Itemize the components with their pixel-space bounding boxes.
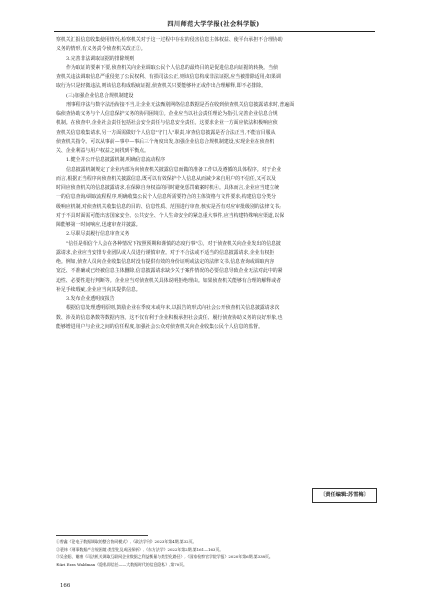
- body-paragraph-line: 查机关违法调取信息严重侵犯了公民权利、有损司法公正,则该信息构成非法证据,应当被排除适用;如果调: [56, 74, 281, 80]
- page-number: 166: [60, 583, 71, 589]
- body-paragraph-line: 而言,根据正当程序向侦查机关披露信息,既可以有效保护个人信息从而减少来自用户的不信任,又可以及: [56, 175, 276, 182]
- body-paragraph-line: 迫性、必要性进行判断等。企业应当对侦查机关具体说明拒绝理由。如果侦查机关能够有合理的解释或者: [56, 277, 281, 284]
- responsible-editor-box: 〔责任编辑:苏雪梅〕: [312, 488, 377, 503]
- body-paragraph-line: 数、涉及的信息条数等数据内容。这不仅有利于企业积极承担社会责任、履行侦查协助义务的良好形象,也: [56, 314, 283, 321]
- running-header: 四川师范大学学报(社会科学版): [167, 21, 260, 28]
- body-paragraph-line: 机制。在侦查中,企业社会责任包括社会安全责任与信息安全责任。这要求企业一方面应依法积极响应侦: [56, 120, 278, 127]
- body-paragraph-line: 级响应机制,对侦查机关收集信息的目的、信息性质、范围进行审查,核实是否有对应审批级别的法律文书;: [56, 203, 281, 210]
- body-paragraph-line: 义务的情形,有义务责令侦查机关改正②。: [56, 46, 146, 53]
- body-paragraph-line: 刑事程序法与数字法治衔接不当,让企业无法甄别网络信息数据是否在收到侦查机关信息披露请求时,普遍面: [66, 101, 295, 108]
- body-paragraph-line: 补足手续瑕疵,企业应当向其提供信息。: [56, 286, 141, 293]
- body-paragraph-line: 宽泛、不准确或已经被信息主体删除,信息披露请求缺少关于案件情况的必要信息导致企业无法对此中的紧: [56, 268, 283, 275]
- body-paragraph-line: 绝。例如,侦查人员向企业收集信息时没有提供有效的身份证明或法定的法律文书,信息查询或调取内容: [56, 259, 275, 265]
- section-heading: 1.健全并公开信息披露机制,明确信息流动程序: [66, 157, 166, 164]
- body-paragraph-line: 对于不具时面需可能出害国家安全、公共安全、个人生命安全的紧急重大事件,应当构建特殊响应渠道,以保: [56, 212, 285, 219]
- body-paragraph-line: 信息披露机制规定了企业内部为向侦查机关披露信息而做的准备工作以及遵循的具体程序。对于企业: [66, 166, 282, 173]
- body-paragraph-line: 能够增进用户与企业之间的信任程度,加强社会公众对侦查机关向企业收集公民个人信息的监督。: [56, 323, 263, 330]
- footnote: ③吴金阳、谢康《司法机关调取互联网企业数据之利益衡量与类型化路径》,《国家检察官学院学报》2020年第6期,第338页。: [56, 554, 273, 560]
- footnote: ②裴炜《刑事数据产合规困境:类型化及成因探析》,《东方法学》2022年第2期,第161—163页。: [56, 546, 224, 552]
- body-paragraph-line: 障能够第一时间响应,迅速审查并披露。: [56, 222, 141, 228]
- body-paragraph-line: 查机关信息收集请求,另一方面需做好个人信息"守门人"职责,审查信息披露是否合法正当,不能盲目服从: [56, 129, 276, 136]
- section-heading: 3.发布企业透明度报告: [66, 296, 115, 302]
- footnote-rule: [56, 535, 148, 536]
- section-heading: 3.完善非法调取证据的排除规则: [66, 55, 135, 62]
- body-paragraph-line: 一的信息查询/调取流程程序,明确收集公民个人信息所需要符合的主体资格与文件要求;构建信息分类分: [56, 194, 277, 201]
- footnote: ①曾鑫《论电子数据调取的整合协同模式》,《政法学刊》2023年第4期,第32页。: [56, 539, 197, 544]
- body-paragraph-line: 侦查机关指令。可以从事前—事中—事后三个角度出发,加强企业信息合规机制建设,实现企业在侦查机: [56, 138, 275, 145]
- article-body: [56, 36, 376, 332]
- section-heading: 2.尽职尽责履行信息审查义务: [66, 231, 130, 238]
- body-paragraph-line: 根据信息处理透明原则,鼓励企业在季度末或年末,以报告的形式向社会公开侦查机关信息披露请求次: [66, 305, 280, 312]
- body-paragraph-line: 露请求,企业应当安排专业团队或人员进行谨慎审查。对于不合法或不适当的信息披露请求,企业有权拒: [56, 249, 275, 256]
- header-rule: [54, 31, 375, 32]
- body-paragraph-line: 临侦查协助义务与个人信息保护义务的协同困境③。企业应当以社会责任理论为指引,完善企业信息合规: [56, 111, 278, 117]
- footnotes: [56, 538, 376, 568]
- footnote: ④Ari Ezra Waldman《隐私即信任——大数据时代的信息隐私》,第70页。: [56, 561, 187, 567]
- body-paragraph-line: 关、企业利益与用户权益之间找到平衡点。: [56, 148, 149, 154]
- body-paragraph-line: "信任是相信个人会在各种情况下按照预期和谨慎的态度行事"⑤。对于侦查机关向企业发出的信息披: [66, 240, 281, 247]
- body-paragraph-line: 时回应侦查机关的信息披露请求,在保障自身权益的同时避免惩罚破案时机④。具体而言,企业应当建立统: [56, 185, 280, 191]
- section-heading: (三)加强企业信息合规机制建设: [66, 92, 134, 99]
- body-paragraph-line: 察机关汇报信息收集使用情况;检察机关对于这一过程中存在的侵害信息主体权益、使平台承担不合理协助: [56, 37, 283, 43]
- body-paragraph-line: 作为取证的要素下要,侦查机关向企业调取公民个人信息的最终目的是促进信息向证据的转换。当侦: [66, 64, 278, 71]
- body-paragraph-line: 取行为只是轻微违法,则该信息构成瑕疵证据,侦查机关只要能够补正或作出合理解释,即不必排除。: [56, 83, 267, 90]
